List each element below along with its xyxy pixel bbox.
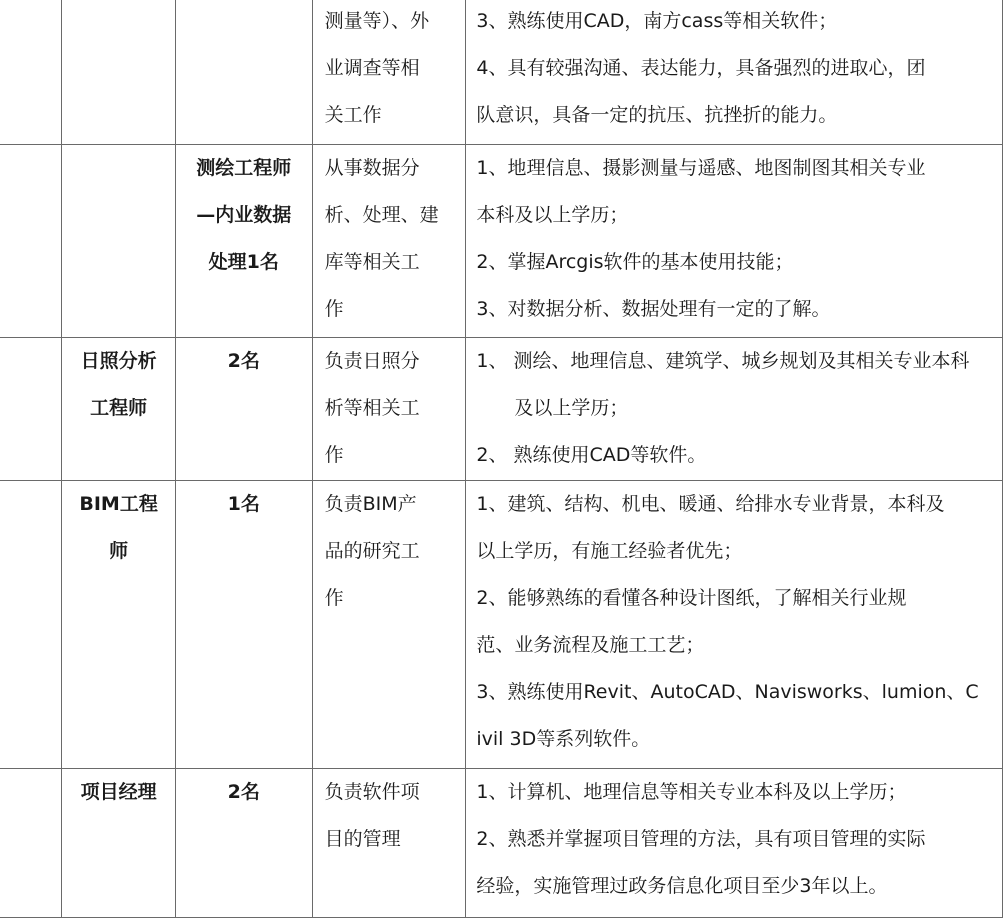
table-row [0,145,1003,338]
requirements-cell [466,145,1003,338]
position-line: 日照分析 [80,350,157,372]
requirement-line: 4、具有较强沟通、表达能力，具备强烈的进取心，团 [476,57,926,79]
position-line: 工程师 [90,397,148,419]
duties-line: 目的管理 [324,828,401,850]
duties-line: 析、处理、建 [324,204,439,226]
requirement-line: 2、掌握Arcgis软件的基本使用技能； [476,251,794,273]
duties-line: 品的研究工 [324,540,420,562]
count-line: 测绘工程师 [196,157,292,179]
duties-line: 负责软件项 [324,781,420,803]
requirement-line: 3、熟练使用CAD，南方cass等相关软件； [476,10,838,32]
requirements-cell [466,481,1003,769]
count-line: 1名 [227,493,260,515]
duties-line: 负责BIM产 [324,493,417,515]
duties-line: 业调查等相 [324,57,420,79]
requirement-line: 以上学历，有施工经验者优先； [476,540,743,562]
duties-line: 负责日照分 [324,350,420,372]
position-line: 项目经理 [80,781,157,803]
duties-line: 从事数据分 [324,157,420,179]
count-line: —内业数据 [196,204,292,226]
category-cell [0,145,62,338]
duties-line: 作 [324,444,344,466]
requirement-line: 2、熟悉并掌握项目管理的方法，具有项目管理的实际 [476,828,926,850]
requirement-line: 及以上学历； [514,397,629,419]
table-row [0,769,1003,918]
duties-cell [312,145,466,338]
requirement-line: ivil 3D等系列软件。 [476,728,651,750]
category-cell [0,0,62,145]
requirement-line: 经验，实施管理过政务信息化项目至少3年以上。 [476,875,888,897]
requirement-line: 2、 熟练使用CAD等软件。 [476,444,707,466]
requirements-cell [466,338,1003,481]
table-row [0,338,1003,481]
requirements-cell [466,0,1003,145]
count-cell [175,769,312,918]
duties-line: 关工作 [324,104,382,126]
requirement-line: 2、能够熟练的看懂各种设计图纸，了解相关行业规 [476,587,907,609]
duties-line: 测量等）、外 [324,10,430,32]
position-cell [62,769,176,918]
duties-cell [312,0,466,145]
position-cell [62,0,176,145]
duties-cell [312,338,466,481]
requirements-cell [466,769,1003,918]
count-cell [175,145,312,338]
requirement-line: 1、地理信息、摄影测量与遥感、地图制图其相关专业 [476,157,926,179]
category-cell [0,769,62,918]
duties-cell [312,481,466,769]
position-cell [62,145,176,338]
count-cell [175,481,312,769]
count-line: 处理1名 [208,251,279,273]
requirement-line: 1、 测绘、地理信息、建筑学、城乡规划及其相关专业本科 [476,350,970,372]
duties-line: 库等相关工 [324,251,420,273]
count-cell [175,338,312,481]
count-line: 2名 [227,781,260,803]
duties-line: 析等相关工 [324,397,420,419]
table-row [0,481,1003,769]
position-line: BIM工程 [79,493,158,515]
duties-line: 作 [324,587,344,609]
position-cell [62,481,176,769]
position-cell [62,338,176,481]
requirement-line: 队意识，具备一定的抗压、抗挫折的能力。 [476,104,838,126]
duties-line: 作 [324,298,344,320]
duties-cell [312,769,466,918]
requirement-line: 1、计算机、地理信息等相关专业本科及以上学历； [476,781,907,803]
requirement-line: 1、建筑、结构、机电、暖通、给排水专业背景，本科及 [476,493,945,515]
count-line: 2名 [227,350,260,372]
requirement-line: 范、业务流程及施工工艺； [476,634,705,656]
requirement-line: 本科及以上学历； [476,204,629,226]
requirement-line: 3、熟练使用Revit、AutoCAD、Navisworks、lumion、C [476,681,979,703]
position-line: 师 [109,540,129,562]
requirement-line: 3、对数据分析、数据处理有一定的了解。 [476,298,831,320]
table-row [0,0,1003,145]
count-cell [175,0,312,145]
category-cell [0,338,62,481]
category-cell [0,481,62,769]
